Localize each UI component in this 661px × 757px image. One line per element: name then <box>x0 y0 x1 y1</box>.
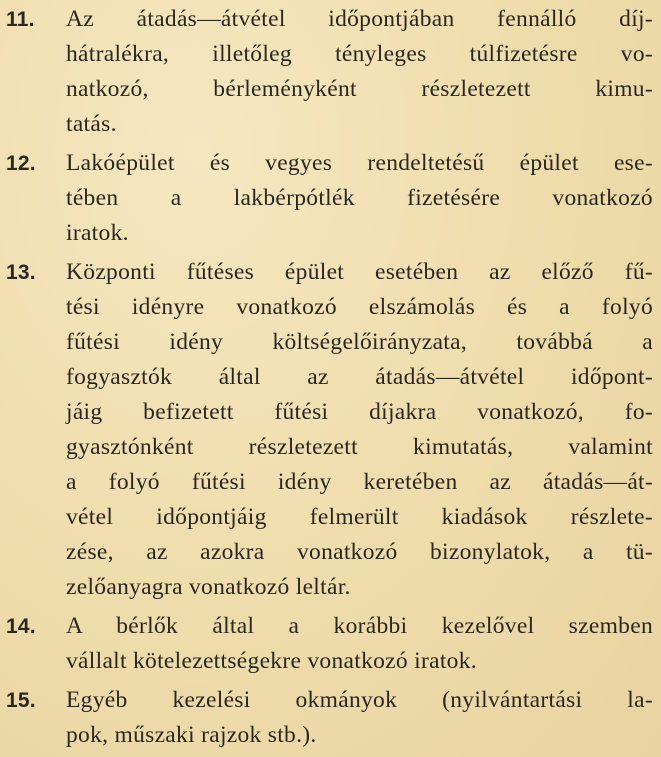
text-line: fogyasztók által az átadás—átvétel időpont- <box>66 364 653 390</box>
text-line: hátralékra, illetőleg tényleges túlfizetésre vo- <box>66 41 653 67</box>
text-line: a folyó fűtési idény keretében az átadás—át- <box>66 469 653 495</box>
text-line: natkozó, bérleményként részletezett kimu- <box>66 76 653 102</box>
text-line: A bérlők által a korábbi kezelővel szemben <box>66 613 653 639</box>
item-number: 12. <box>6 152 36 175</box>
list-item-14 <box>2 609 653 679</box>
text-line: tatás. <box>66 111 117 137</box>
text-line: iratok. <box>66 220 129 246</box>
text-line: Központi fűtéses épület esetében az előző fű- <box>66 259 653 285</box>
item-text <box>66 146 653 251</box>
text-line: vétel időpontjáig felmerült kiadások részlete- <box>66 504 653 530</box>
text-line: fűtési idény költségelőirányzata, továbbá a <box>66 329 653 355</box>
text-line: zése, az azokra vonatkozó bizonylatok, a tü- <box>66 539 653 565</box>
text-line: Az átadás—átvétel időpontjában fennálló díj- <box>66 6 653 32</box>
text-line: vállalt kötelezettségekre vonatkozó iratok. <box>66 648 477 674</box>
item-text <box>66 609 653 679</box>
item-text <box>66 2 653 142</box>
item-number: 14. <box>6 615 36 638</box>
item-number: 13. <box>6 261 36 284</box>
list-item-13 <box>2 255 653 605</box>
item-text <box>66 255 653 605</box>
text-line: jáig befizetett fűtési díjakra vonatkozó, fo- <box>66 399 653 425</box>
text-line: Egyéb kezelési okmányok (nyilvántartási la- <box>66 687 653 713</box>
text-line: pok, műszaki rajzok stb.). <box>66 722 317 748</box>
item-number: 15. <box>6 689 36 712</box>
text-line: tési idényre vonatkozó elszámolás és a folyó <box>66 294 653 320</box>
list-item-12 <box>2 146 653 251</box>
text-line: tében a lakbérpótlék fizetésére vonatkozó <box>66 185 653 211</box>
item-text <box>66 683 653 753</box>
text-line: Lakóépület és vegyes rendeltetésű épület ese- <box>66 150 653 176</box>
item-number: 11. <box>6 8 35 31</box>
text-line: gyasztónként részletezett kimutatás, valamint <box>66 434 653 460</box>
list-item-15 <box>2 683 653 753</box>
text-line: zelőanyagra vonatkozó leltár. <box>66 574 351 600</box>
list-item-11 <box>2 2 653 142</box>
